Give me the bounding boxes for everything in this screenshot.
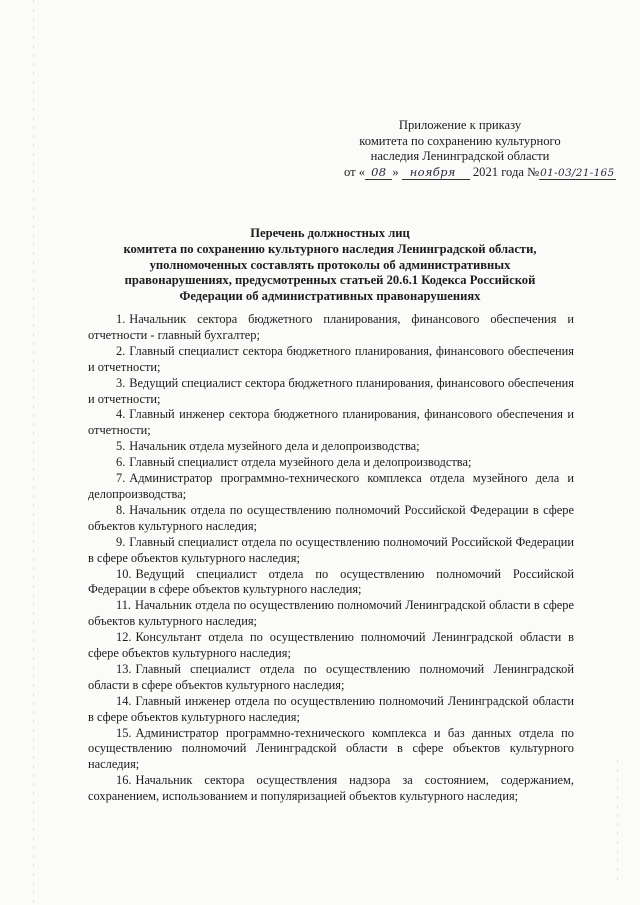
list-item-text: Главный инженер отдела по осуществлению полномочий Ленинградской области в сфере объектов культурного наследия;: [88, 693, 574, 724]
handwritten-day: 08: [365, 165, 392, 180]
list-item: [88, 439, 574, 455]
list-item: [88, 773, 574, 805]
approval-line-2: комитета по сохранению культурного: [359, 133, 561, 148]
list-item-text: Начальник отдела по осуществлению полномочий Ленинградской области в сфере объектов культурного наследия;: [88, 598, 574, 629]
list-item-number: 6.: [116, 455, 126, 470]
list-item-text: Администратор программно-технического комплекса отдела музейного дела и делопроизводства;: [88, 471, 574, 501]
list-item-text: Ведущий специалист сектора бюджетного планирования, финансового обеспечения и отчетности;: [88, 375, 574, 406]
date-year: 2021 года №: [472, 164, 540, 179]
list-item-number: 7.: [116, 471, 126, 486]
list-item: [88, 455, 574, 471]
title-line-3: уполномоченных составлять протоколы об административных: [149, 257, 511, 272]
list-item-text: Главный специалист отдела по осуществлению полномочий Российской Федерации в сфере объектов культурного наследия;: [88, 534, 574, 565]
list-item: [88, 694, 574, 726]
list-item: [88, 344, 574, 376]
approval-line-3: наследия Ленинградской области: [370, 149, 550, 164]
list-item-number: 9.: [116, 534, 126, 549]
handwritten-order-number: 01-03/21-165: [540, 166, 615, 179]
list-item-number: 14.: [116, 693, 132, 708]
date-prefix: от «: [344, 164, 366, 179]
list-item: [88, 376, 574, 408]
title-line-1: Перечень должностных лиц: [250, 226, 410, 240]
list-item-text: Главный специалист отдела музейного дела и делопроизводства;: [129, 455, 472, 470]
list-item-text: Главный специалист сектора бюджетного планирования, финансового обеспечения и отчетности;: [88, 343, 574, 374]
title-line-2: комитета по сохранению культурного наследия Ленинградской области,: [123, 241, 537, 256]
list-item-number: 11.: [116, 598, 132, 613]
handwritten-month: ноября: [402, 165, 470, 180]
list-item: [88, 312, 574, 344]
date-mid: »: [392, 164, 399, 179]
positions-list: [88, 312, 574, 805]
list-item-number: 4.: [116, 407, 126, 422]
approval-line-1: Приложение к приказу: [398, 118, 522, 132]
list-item-number: 16.: [116, 773, 132, 788]
list-item-text: Главный инженер сектора бюджетного планирования, финансового обеспечения и отчетности;: [88, 407, 574, 438]
list-item-text: Начальник отдела музейного дела и делопроизводства;: [129, 439, 420, 454]
title-line-5: Федерации об административных правонарушениях: [179, 289, 481, 304]
list-item-number: 3.: [116, 375, 126, 390]
list-item: [88, 630, 574, 662]
list-item: [88, 503, 574, 535]
list-item-text: Администратор программно-технического комплекса и баз данных отдела по осуществлению полномочий Ленинградской области в сфере объектов культурного наследия;: [88, 725, 574, 772]
list-item-number: 5.: [116, 439, 126, 454]
list-item-number: 13.: [116, 661, 132, 676]
list-item-text: Главный специалист отдела по осуществлению полномочий Ленинградской области в сфере объектов культурного наследия;: [88, 661, 574, 692]
list-item-number: 8.: [116, 502, 126, 517]
list-item-number: 12.: [116, 630, 132, 645]
list-item: [88, 662, 574, 694]
list-item: [88, 407, 574, 439]
list-item: [88, 535, 574, 567]
document-title: [100, 226, 560, 305]
list-item-text: Начальник сектора осуществления надзора за состоянием, содержанием, сохранением, использованием и популяризацией объектов культурного наследия;: [88, 773, 574, 804]
list-item-number: 2.: [116, 343, 126, 358]
list-item-text: Начальник сектора бюджетного планирования, финансового обеспечения и отчетности - главный бухгалтер;: [88, 312, 574, 342]
scan-edge-right: [617, 760, 618, 880]
list-item-text: Начальник отдела по осуществлению полномочий Российской Федерации в сфере объектов культурного наследия;: [88, 502, 574, 533]
list-item-text: Консультант отдела по осуществлению полномочий Ленинградской области в сфере объектов культурного наследия;: [88, 630, 574, 661]
title-line-4: правонарушениях, предусмотренных статьей 20.6.1 Кодекса Российской: [124, 273, 536, 288]
list-item: [88, 598, 574, 630]
list-item-number: 10.: [116, 566, 132, 581]
list-item: [88, 567, 574, 599]
approval-date-line: [344, 164, 615, 182]
list-item-text: Ведущий специалист отдела по осуществлению полномочий Российской Федерации в сфере объектов культурного наследия;: [88, 566, 574, 597]
list-item-number: 1.: [116, 312, 126, 326]
list-item: [88, 726, 574, 774]
approval-block: [330, 118, 615, 181]
list-item-number: 15.: [116, 725, 132, 740]
scan-edge-left: [33, 0, 34, 905]
list-item: [88, 471, 574, 503]
